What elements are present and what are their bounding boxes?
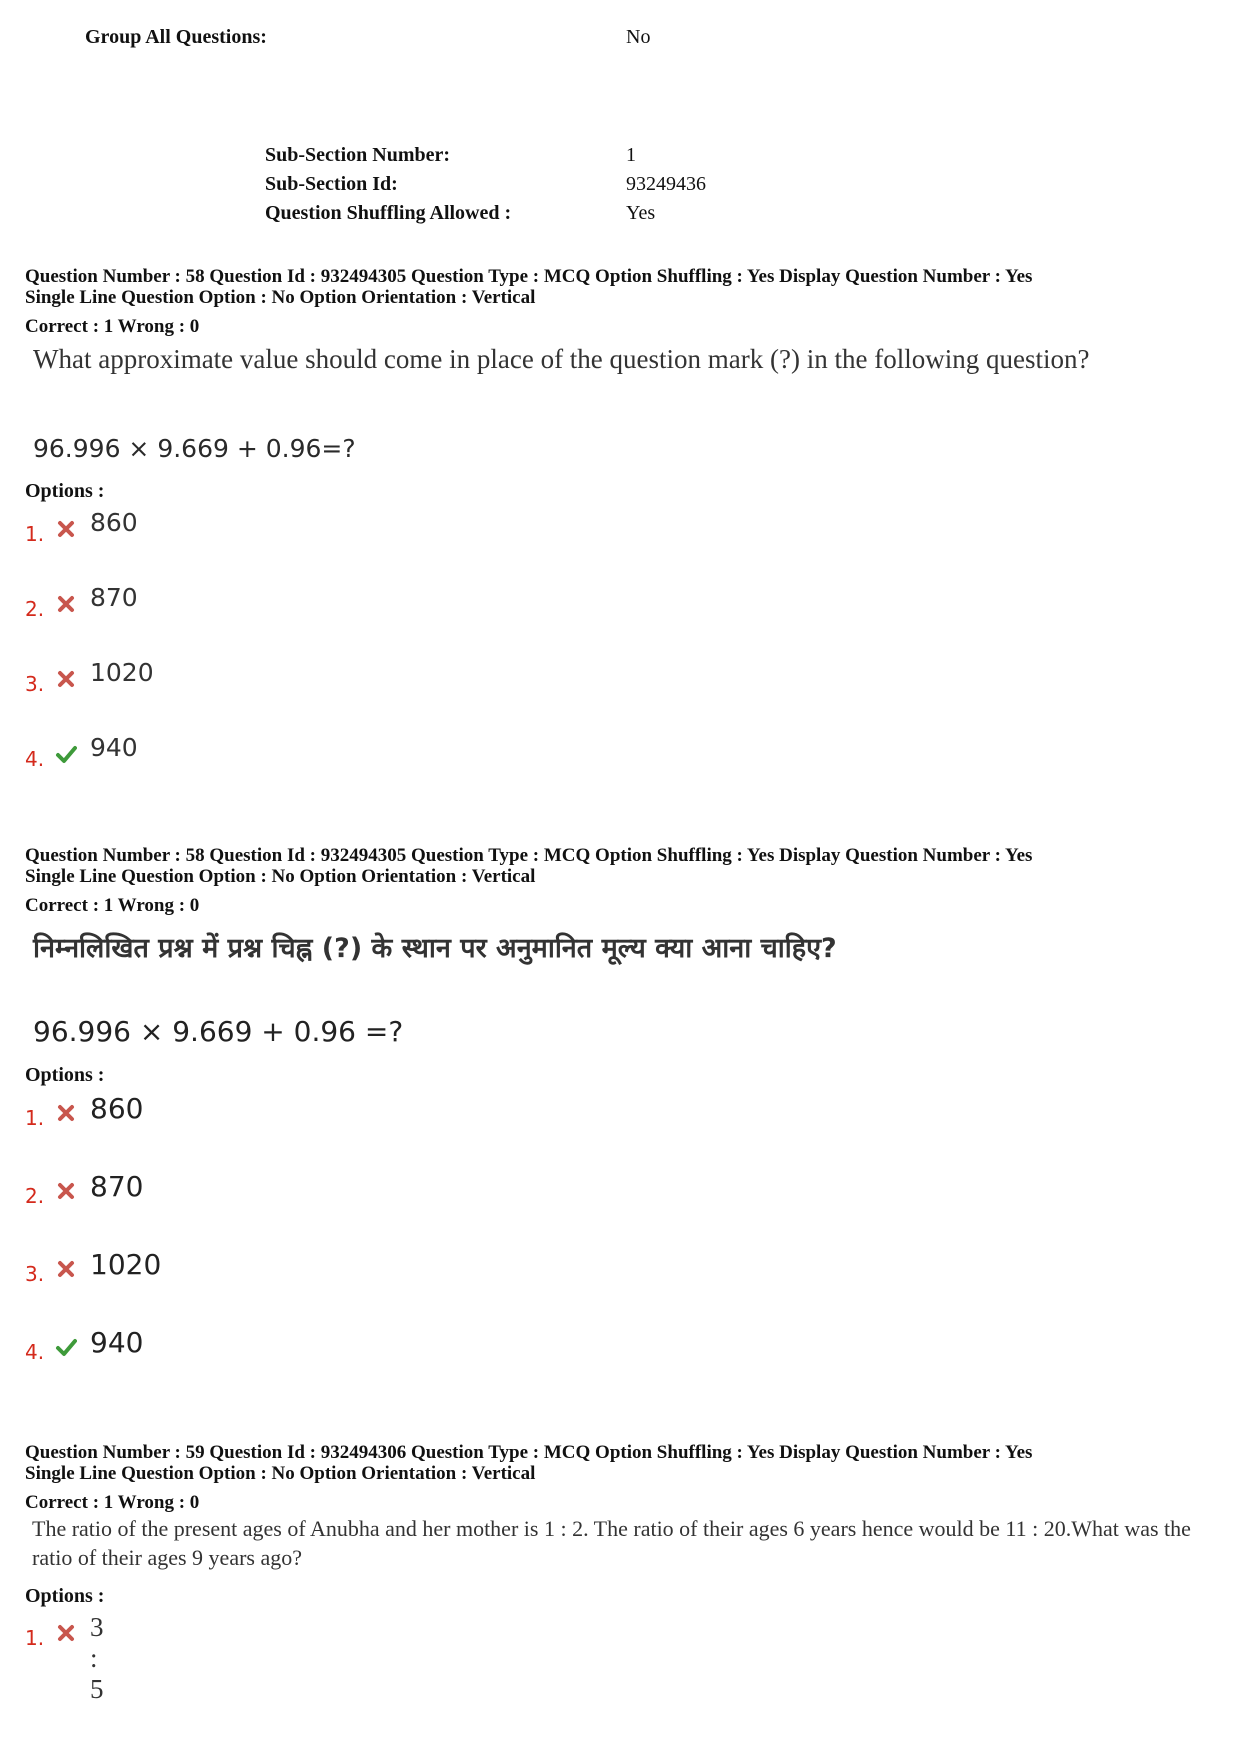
option-value: 940 (90, 733, 138, 762)
subsection-number-label: Sub-Section Number: (265, 144, 451, 166)
cross-icon (55, 1180, 77, 1202)
question-marks: Correct : 1 Wrong : 0 (25, 1492, 200, 1513)
question-meta-line1: Question Number : 58 Question Id : 932494305 Question Type : MCQ Option Shuffling : Yes Display Question Number : Yes (25, 266, 1033, 287)
question-marks: Correct : 1 Wrong : 0 (25, 895, 200, 916)
option-number: 1. (25, 1106, 45, 1130)
cross-icon (55, 1102, 77, 1124)
question-shuffling-label: Question Shuffling Allowed : (265, 202, 512, 224)
cross-icon (55, 1258, 77, 1280)
subsection-number-value: 1 (626, 144, 636, 166)
cross-icon (55, 1622, 77, 1644)
options-label: Options : (25, 1585, 105, 1607)
option-value: 940 (90, 1326, 144, 1359)
options-label: Options : (25, 480, 105, 502)
option-number: 4. (25, 747, 45, 771)
options-label: Options : (25, 1064, 105, 1086)
group-all-questions-label: Group All Questions: (85, 26, 267, 48)
option-value: 3 : 5 (90, 1612, 104, 1704)
option-value: 860 (90, 508, 138, 537)
cross-icon (55, 518, 77, 540)
cross-icon (55, 593, 77, 615)
option-value: 860 (90, 1092, 144, 1125)
option-number: 2. (25, 1184, 45, 1208)
question-shuffling-value: Yes (626, 202, 656, 224)
group-all-questions-value: No (626, 26, 651, 48)
option-number: 3. (25, 1262, 45, 1286)
option-value: 870 (90, 1170, 144, 1203)
option-number: 1. (25, 1626, 45, 1650)
question-text: The ratio of the present ages of Anubha and her mother is 1 : 2. The ratio of their ages 6 years hence would be 11 : 20.What was the ratio of their ages 9 years ago? (32, 1516, 1191, 1570)
cross-icon (55, 668, 77, 690)
question-meta-line1: Question Number : 58 Question Id : 932494305 Question Type : MCQ Option Shuffling : Yes Display Question Number : Yes (25, 845, 1033, 866)
question-text: What approximate value should come in place of the question mark (?) in the following question? (33, 344, 1090, 374)
question-expression: 96.996 × 9.669 + 0.96=? (33, 434, 356, 463)
option-value: 1020 (90, 1248, 162, 1281)
question-expression: 96.996 × 9.669 + 0.96 =? (33, 1015, 404, 1048)
check-icon (55, 1336, 77, 1358)
question-meta-line1: Question Number : 59 Question Id : 932494306 Question Type : MCQ Option Shuffling : Yes Display Question Number : Yes (25, 1442, 1033, 1463)
option-number: 2. (25, 597, 45, 621)
question-marks: Correct : 1 Wrong : 0 (25, 316, 200, 337)
question-meta-line2: Single Line Question Option : No Option Orientation : Vertical (25, 866, 536, 887)
check-icon (55, 743, 77, 765)
question-meta-line2: Single Line Question Option : No Option Orientation : Vertical (25, 1463, 536, 1484)
subsection-id-label: Sub-Section Id: (265, 173, 398, 195)
option-number: 1. (25, 522, 45, 546)
question-text: निम्नलिखित प्रश्न में प्रश्न चिह्न (?) के स्थान पर अनुमानित मूल्य क्या आना चाहिए? (33, 933, 837, 964)
subsection-id-value: 93249436 (626, 173, 706, 195)
option-number: 3. (25, 672, 45, 696)
option-number: 4. (25, 1340, 45, 1364)
option-value: 1020 (90, 658, 154, 687)
option-value: 870 (90, 583, 138, 612)
question-meta-line2: Single Line Question Option : No Option Orientation : Vertical (25, 287, 536, 308)
